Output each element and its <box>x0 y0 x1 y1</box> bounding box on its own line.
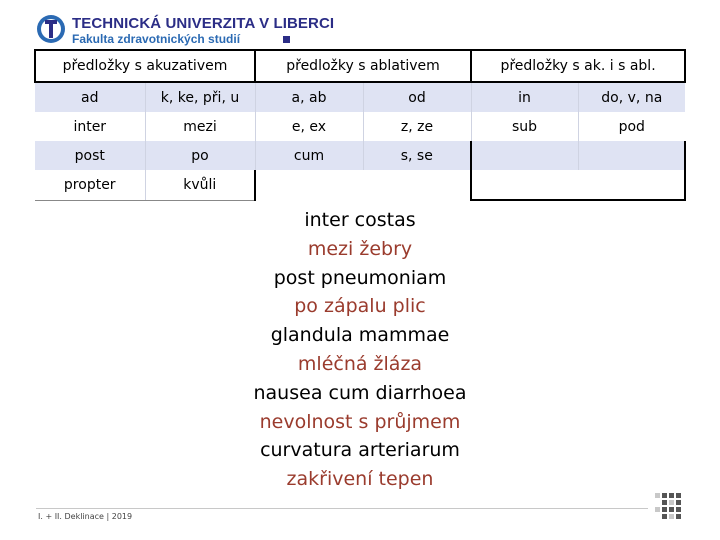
table-cell: s, se <box>363 141 471 170</box>
faculty-name: Fakulta zdravotnických studií <box>72 32 241 46</box>
table-row <box>35 170 685 200</box>
example-latin: curvatura arteriarum <box>260 439 460 462</box>
table-cell <box>578 141 685 170</box>
header-ablative: předložky s ablativem <box>255 50 471 82</box>
table-cell <box>363 170 471 200</box>
footer-divider <box>36 508 648 509</box>
example-latin: post pneumoniam <box>273 266 447 289</box>
university-logo <box>36 14 335 48</box>
table-row <box>35 82 685 112</box>
example-latin: nausea cum diarrhoea <box>253 381 467 404</box>
corner-pattern-icon <box>655 493 683 521</box>
example-czech: po zápalu plic <box>294 295 426 318</box>
table-cell: propter <box>35 170 145 200</box>
table-cell <box>471 141 578 170</box>
table-cell: mezi <box>145 112 255 141</box>
table-cell: pod <box>578 112 685 141</box>
logo-square-icon <box>283 36 290 43</box>
table-cell: z, ze <box>363 112 471 141</box>
table-cell: cum <box>255 141 363 170</box>
table-cell: a, ab <box>255 82 363 112</box>
example-latin: glandula mammae <box>270 324 450 347</box>
table-cell: k, ke, při, u <box>145 82 255 112</box>
table-cell: do, v, na <box>578 82 685 112</box>
table-cell <box>578 170 685 200</box>
table-cell: post <box>35 141 145 170</box>
table-cell: kvůli <box>145 170 255 200</box>
example-latin: inter costas <box>304 209 416 231</box>
header-both: předložky s ak. i s abl. <box>471 50 685 82</box>
footer-text: I. + II. Deklinace | 2019 <box>38 512 133 521</box>
university-name: TECHNICKÁ UNIVERZITA V LIBERCI <box>72 15 335 32</box>
table-header-row <box>35 50 685 82</box>
table-cell: in <box>471 82 578 112</box>
table-cell: inter <box>35 112 145 141</box>
header-accusative: předložky s akuzativem <box>35 50 255 82</box>
examples-list <box>210 206 510 494</box>
example-czech: nevolnost s průjmem <box>259 410 461 433</box>
table-row <box>35 141 685 170</box>
example-czech: mezi žebry <box>307 237 413 260</box>
tul-emblem-icon <box>36 14 66 44</box>
table-row <box>35 112 685 141</box>
table-cell: od <box>363 82 471 112</box>
table-cell: e, ex <box>255 112 363 141</box>
table-cell: sub <box>471 112 578 141</box>
prepositions-table <box>34 49 686 201</box>
table-cell: po <box>145 141 255 170</box>
example-czech: zakřivení tepen <box>286 468 434 491</box>
table-cell <box>471 170 578 200</box>
table-cell <box>255 170 363 200</box>
table-cell: ad <box>35 82 145 112</box>
example-czech: mléčná žláza <box>297 352 423 375</box>
